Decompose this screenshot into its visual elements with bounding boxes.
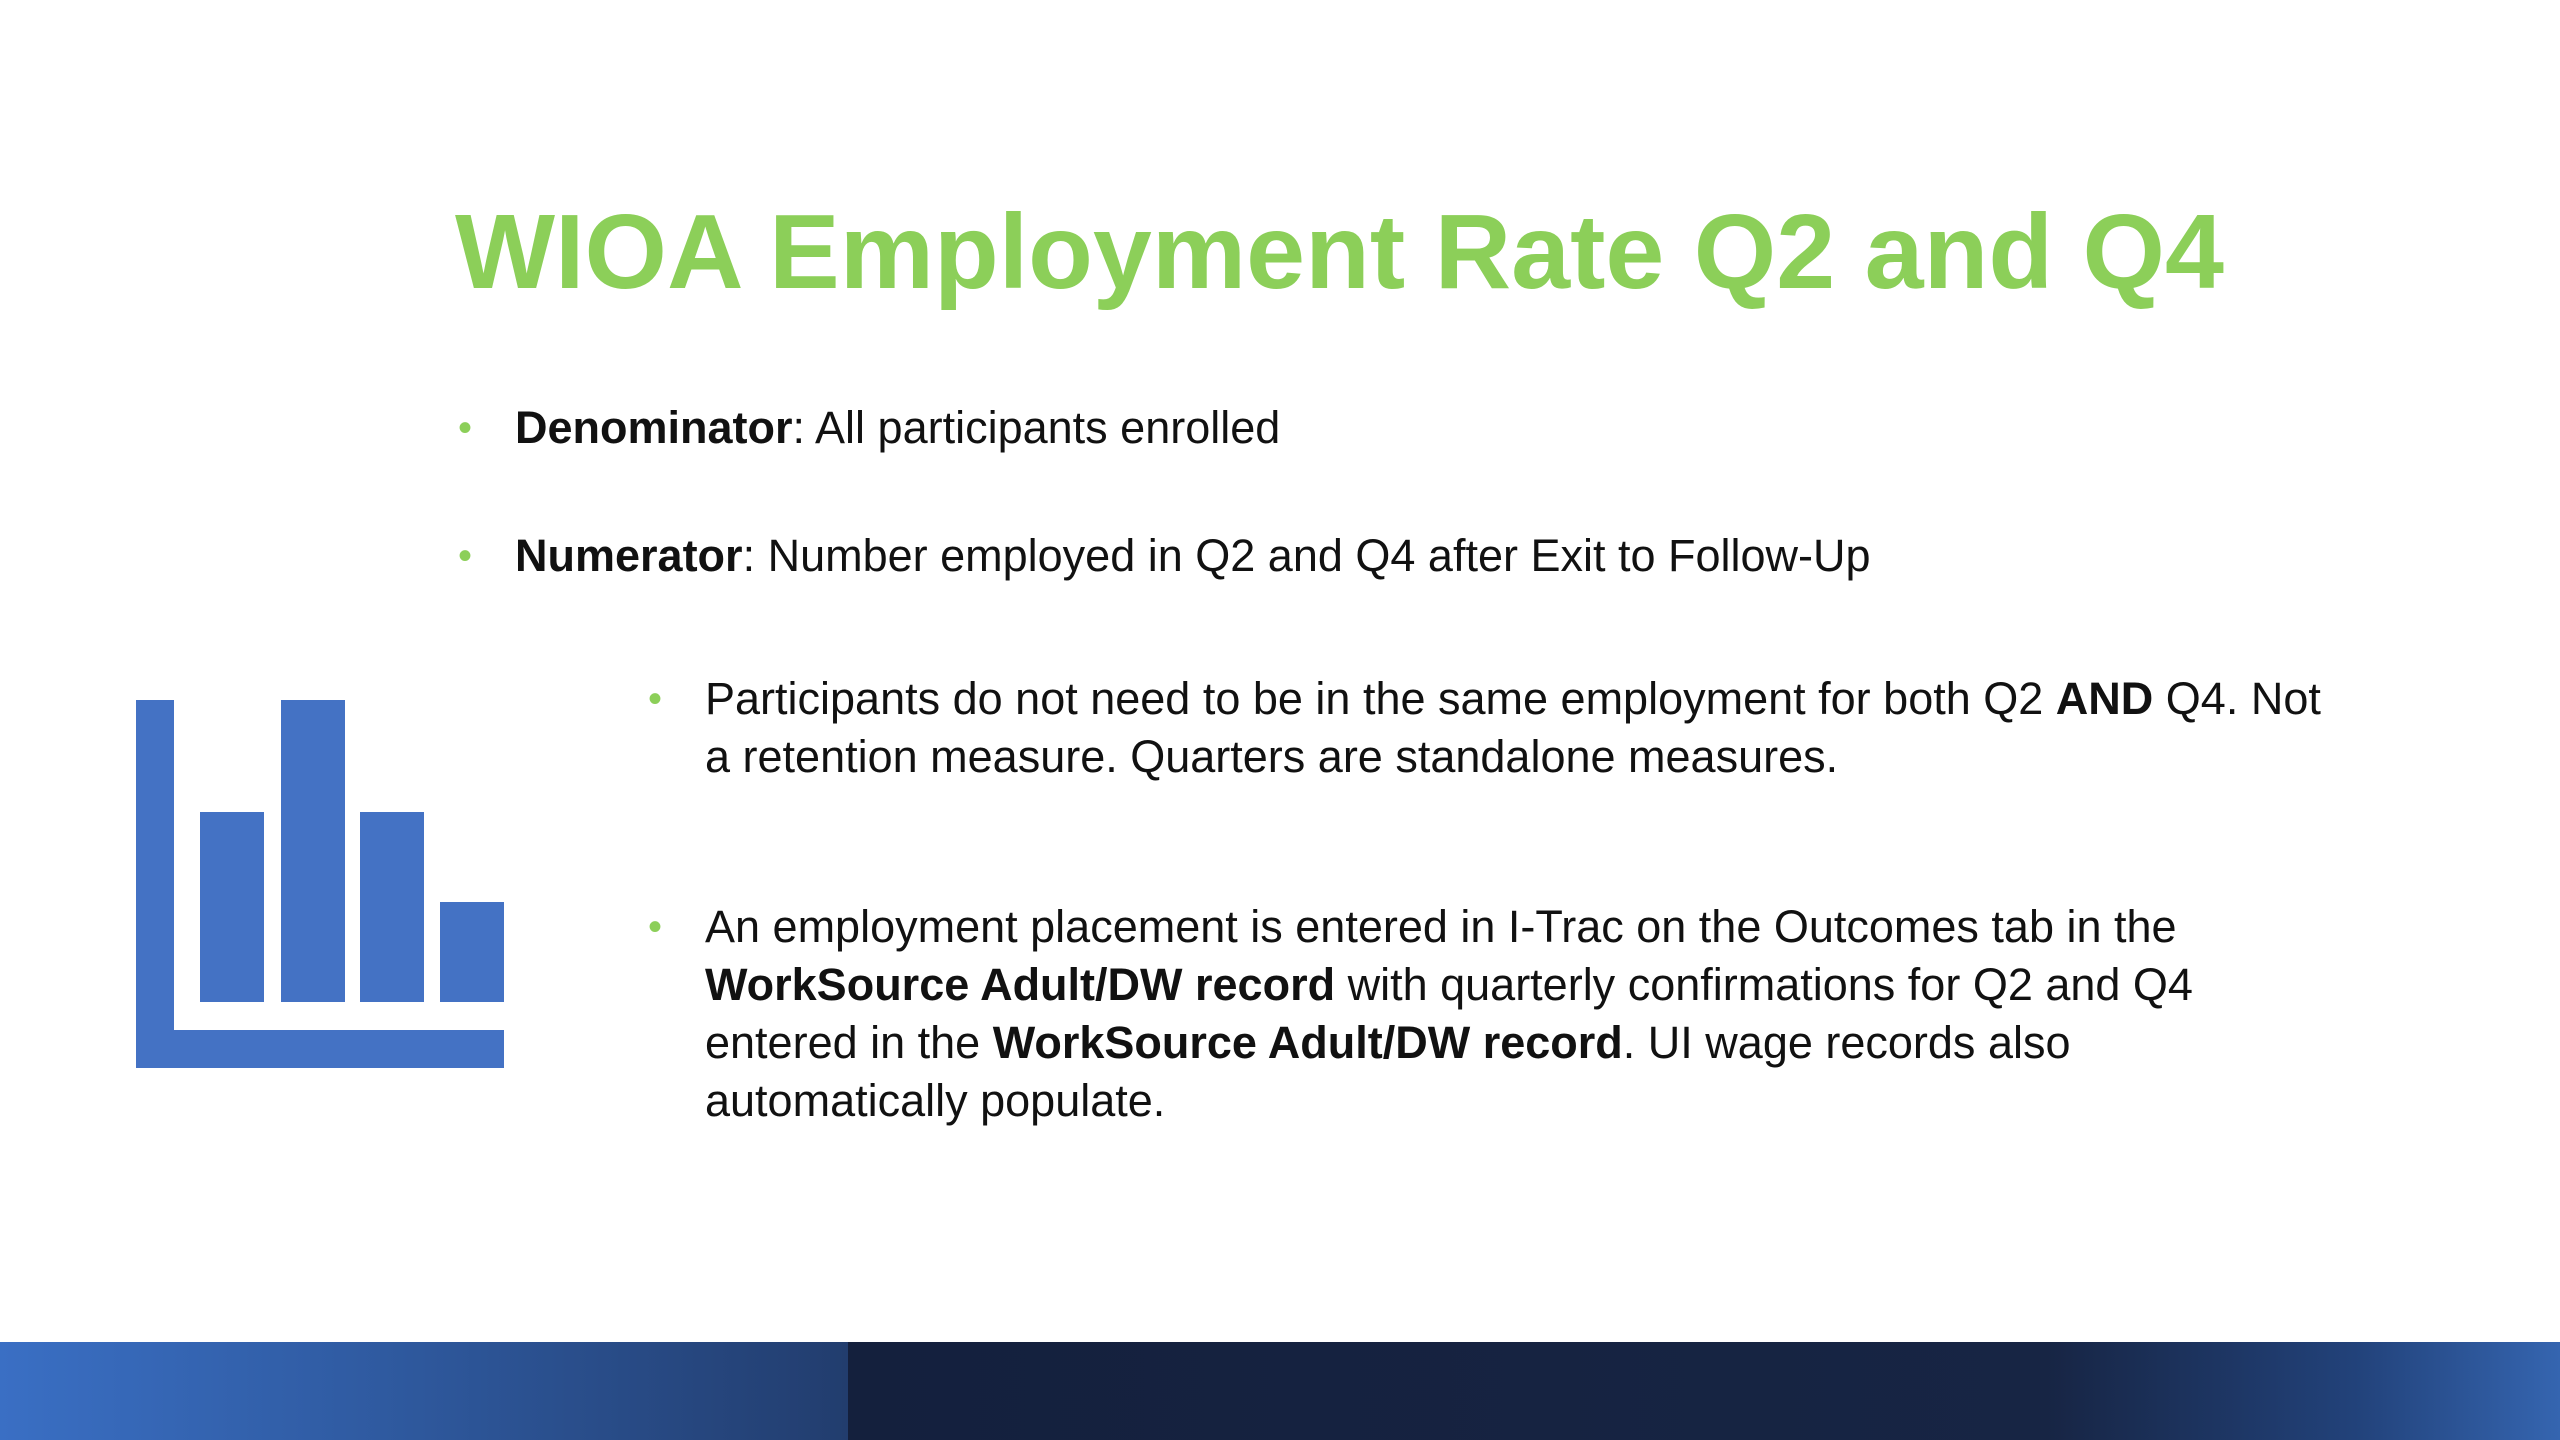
sub-bullet-text: with quarterly confirmations for Q2 and Q4 entered in the bbox=[705, 959, 2193, 1068]
sub-bullet-bold: AND bbox=[2055, 673, 2154, 724]
sub-bullet-text: Q4. Not a retention measure. Quarters are standalone measures. bbox=[705, 673, 2321, 782]
bullet-term: Numerator bbox=[515, 530, 743, 581]
icon-bar bbox=[200, 812, 264, 1002]
bullet-dot-icon: • bbox=[648, 677, 663, 721]
footer-band bbox=[0, 1342, 2560, 1440]
icon-axis-vertical bbox=[136, 700, 174, 1068]
bullet-denominator bbox=[458, 399, 2415, 457]
bullet-term: Denominator bbox=[515, 402, 793, 453]
sub-bullet-bold: WorkSource Adult/DW record bbox=[992, 1017, 1623, 1068]
slide-title: WIOA Employment Rate Q2 and Q4 bbox=[455, 193, 2224, 311]
icon-bar bbox=[440, 902, 504, 1002]
bullet-text: : All participants enrolled bbox=[792, 402, 1281, 453]
bullet-dot-icon: • bbox=[648, 905, 663, 949]
sub-bullet-bold: WorkSource Adult/DW record bbox=[705, 959, 1336, 1010]
sub-bullet-standalone bbox=[648, 670, 2345, 786]
bullet-dot-icon: • bbox=[458, 406, 473, 450]
sub-bullet-text: An employment placement is entered in I-Trac on the Outcomes tab in the bbox=[705, 901, 2177, 952]
bullet-numerator bbox=[458, 527, 2415, 585]
bullet-text: : Number employed in Q2 and Q4 after Exit to Follow-Up bbox=[742, 530, 1871, 581]
footer-band-right bbox=[848, 1342, 2560, 1440]
bar-chart-icon bbox=[136, 700, 504, 1068]
bullet-dot-icon: • bbox=[458, 534, 473, 578]
icon-bar bbox=[360, 812, 424, 1002]
sub-bullet-text: Participants do not need to be in the same employment for both Q2 bbox=[705, 673, 2056, 724]
sub-bullet-text: . UI wage records also automatically populate. bbox=[705, 1017, 2071, 1126]
sub-bullet-placement bbox=[648, 898, 2345, 1130]
icon-bar bbox=[281, 700, 345, 1002]
footer-band-left bbox=[0, 1342, 848, 1440]
icon-axis-horizontal bbox=[136, 1030, 504, 1068]
